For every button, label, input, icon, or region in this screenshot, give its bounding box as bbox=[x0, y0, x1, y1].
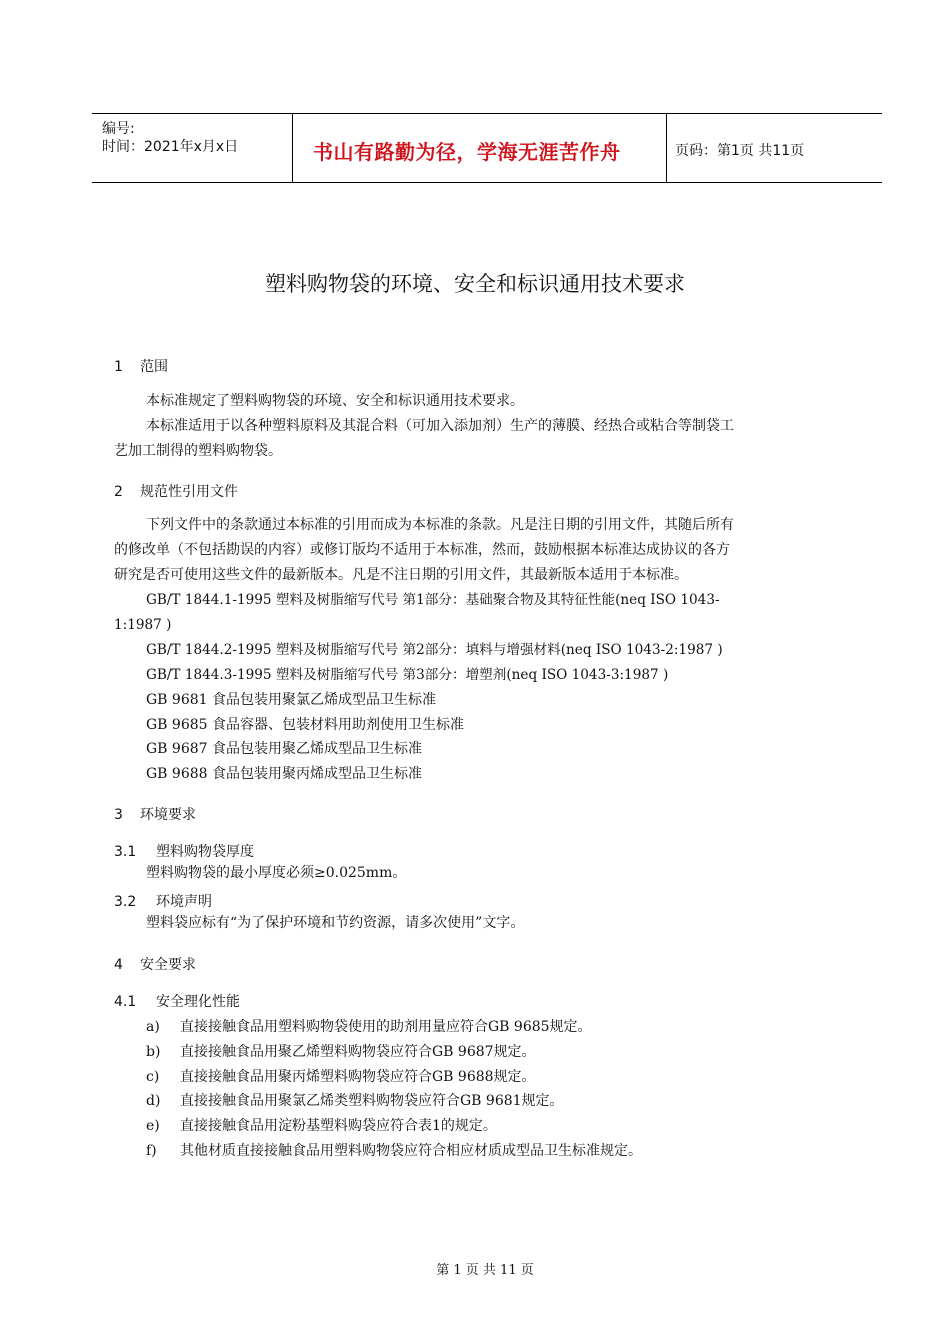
list-item bbox=[146, 1041, 536, 1061]
paragraph: 下列文件中的条款通过本标准的引用而成为本标准的条款。凡是注日期的引用文件，其随后所有 bbox=[146, 517, 734, 533]
document-header bbox=[92, 113, 882, 183]
paragraph: 塑料袋应标有“为了保护环境和节约资源，请多次使用”文字。 bbox=[146, 915, 525, 931]
time-label: 时间：2021年x月x日 bbox=[102, 139, 239, 155]
paragraph: 的修改单（不包括勘误的内容）或修订版均不适用于本标准，然而，鼓励根据本标准达成协议的各方 bbox=[114, 542, 730, 558]
subsection-3-1-heading bbox=[114, 841, 254, 861]
subsection-number: 3.1 bbox=[114, 844, 137, 860]
reference-line: GB 9687 食品包装用聚乙烯成型品卫生标准 bbox=[146, 741, 423, 757]
reference-line: GB/T 1844.3-1995 塑料及树脂缩写代号 第3部分：增塑剂(neq ISO 1043-3:1987 ) bbox=[146, 667, 669, 683]
list-item bbox=[146, 1090, 564, 1110]
list-label: c) bbox=[146, 1069, 160, 1085]
document-title: 塑料购物袋的环境、安全和标识通用技术要求 bbox=[265, 272, 685, 296]
list-text: 直接接触食品用塑料购物袋使用的助剂用量应符合GB 9685规定。 bbox=[180, 1019, 592, 1035]
list-label: f) bbox=[146, 1143, 157, 1159]
section-3-heading bbox=[114, 804, 196, 824]
section-title: 环境要求 bbox=[140, 807, 196, 823]
reference-line: GB 9685 食品容器、包装材料用助剂使用卫生标准 bbox=[146, 717, 464, 733]
list-text: 直接接触食品用聚乙烯塑料购物袋应符合GB 9687规定。 bbox=[180, 1044, 536, 1060]
paragraph: 塑料购物袋的最小厚度必须≥0.025mm。 bbox=[146, 865, 407, 881]
list-label: a) bbox=[146, 1019, 160, 1035]
section-title: 规范性引用文件 bbox=[140, 484, 238, 500]
list-text: 直接接触食品用淀粉基塑料购袋应符合表1的规定。 bbox=[180, 1118, 497, 1134]
list-item bbox=[146, 1115, 497, 1135]
paragraph: 艺加工制得的塑料购物袋。 bbox=[114, 443, 282, 459]
subsection-title: 环境声明 bbox=[156, 894, 212, 910]
reference-line: GB 9688 食品包装用聚丙烯成型品卫生标准 bbox=[146, 766, 423, 782]
section-number: 3 bbox=[114, 807, 123, 823]
list-text: 其他材质直接接触食品用塑料购物袋应符合相应材质成型品卫生标准规定。 bbox=[180, 1143, 642, 1159]
list-item bbox=[146, 1140, 642, 1160]
section-number: 2 bbox=[114, 484, 123, 500]
paragraph: 本标准适用于以各种塑料原料及其混合料（可加入添加剂）生产的薄膜、经热合或粘合等制袋工 bbox=[146, 418, 734, 434]
list-text: 直接接触食品用聚丙烯塑料购物袋应符合GB 9688规定。 bbox=[180, 1069, 536, 1085]
header-info-cell bbox=[92, 114, 293, 182]
section-2-heading bbox=[114, 481, 238, 501]
reference-line: GB/T 1844.1-1995 塑料及树脂缩写代号 第1部分：基础聚合物及其特征性能(neq ISO 1043- bbox=[146, 592, 720, 608]
paragraph: 研究是否可使用这些文件的最新版本。凡是不注日期的引用文件，其最新版本适用于本标准。 bbox=[114, 567, 688, 583]
section-title: 范围 bbox=[140, 359, 168, 375]
reference-line: 1:1987 ) bbox=[114, 617, 172, 633]
subsection-title: 安全理化性能 bbox=[156, 994, 240, 1010]
subsection-number: 3.2 bbox=[114, 894, 137, 910]
section-number: 1 bbox=[114, 359, 123, 375]
list-item bbox=[146, 1016, 592, 1036]
list-text: 直接接触食品用聚氯乙烯类塑料购物袋应符合GB 9681规定。 bbox=[180, 1093, 564, 1109]
subsection-number: 4.1 bbox=[114, 994, 137, 1010]
section-number: 4 bbox=[114, 957, 123, 973]
section-title: 安全要求 bbox=[140, 957, 196, 973]
list-item bbox=[146, 1066, 536, 1086]
header-page-cell bbox=[667, 114, 882, 182]
page-footer: 第 1 页 共 11 页 bbox=[436, 1263, 534, 1278]
page-label: 页码：第1页 共11页 bbox=[675, 143, 805, 159]
motto-text: 书山有路勤为径，学海无涯苦作舟 bbox=[313, 140, 621, 164]
section-4-heading bbox=[114, 954, 196, 974]
subsection-3-2-heading bbox=[114, 891, 212, 911]
list-label: b) bbox=[146, 1044, 161, 1060]
paragraph: 本标准规定了塑料购物袋的环境、安全和标识通用技术要求。 bbox=[146, 393, 524, 409]
number-label: 编号: bbox=[102, 121, 135, 137]
header-motto-cell bbox=[293, 114, 667, 182]
list-label: e) bbox=[146, 1118, 160, 1134]
subsection-4-1-heading bbox=[114, 991, 240, 1011]
reference-line: GB 9681 食品包装用聚氯乙烯成型品卫生标准 bbox=[146, 692, 436, 708]
reference-line: GB/T 1844.2-1995 塑料及树脂缩写代号 第2部分：填料与增强材料(neq ISO 1043-2:1987 ) bbox=[146, 642, 723, 658]
list-label: d) bbox=[146, 1093, 161, 1109]
subsection-title: 塑料购物袋厚度 bbox=[156, 844, 254, 860]
section-1-heading bbox=[114, 356, 168, 376]
